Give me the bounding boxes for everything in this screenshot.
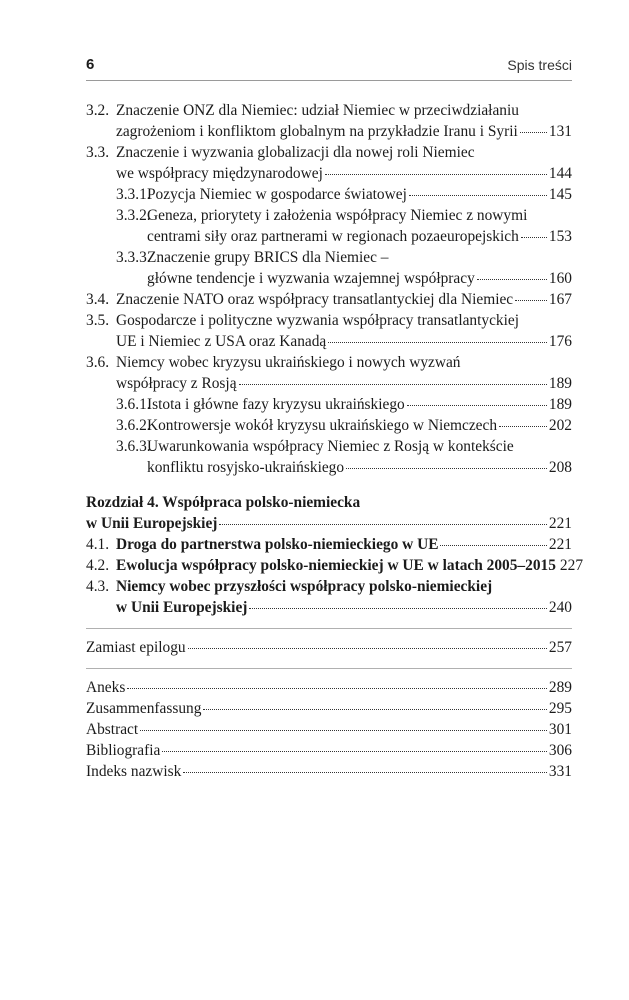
page-ref: 189 [548, 375, 572, 392]
toc-title-line: Niemcy wobec przyszłości współpracy polsko-niemieckiej [116, 578, 493, 595]
toc-entry[interactable] [86, 415, 572, 436]
toc-title-last-line [147, 184, 572, 205]
toc-title-last-line [116, 331, 572, 352]
toc-entry[interactable] [86, 555, 584, 576]
section-number: 3.6.3. [116, 438, 151, 455]
toc-entry[interactable] [86, 719, 572, 740]
toc-entry[interactable] [86, 436, 572, 478]
toc-title: zagrożeniom i konfliktom globalnym na przykładzie Iranu i Syrii [116, 123, 518, 140]
page-ref: 160 [548, 270, 572, 287]
running-head: Spis treści [507, 57, 572, 73]
toc-entry[interactable] [86, 247, 572, 289]
toc-title-last-line [147, 457, 572, 478]
page-ref: 240 [548, 599, 572, 616]
toc-title: Istota i główne fazy kryzysu ukraińskiego [147, 396, 405, 413]
dot-leader [203, 705, 546, 710]
dot-leader [140, 726, 547, 731]
toc-back-matter [86, 677, 572, 782]
toc-entry[interactable] [86, 394, 572, 415]
dot-leader [520, 128, 547, 133]
chapter-title-line: w Unii Europejskiej [86, 515, 218, 532]
toc-entry[interactable] [86, 205, 572, 247]
page-ref: 221 [548, 536, 572, 553]
toc-epilog[interactable] [86, 637, 572, 658]
divider [86, 668, 572, 669]
toc-title-last-line [86, 698, 572, 719]
section-number: 4.2. [86, 557, 110, 574]
toc-title-last-line [147, 415, 572, 436]
toc-entry[interactable] [86, 184, 572, 205]
page-header [86, 56, 572, 81]
toc-title: Abstract [86, 721, 139, 738]
dot-leader [325, 170, 547, 175]
toc-title-last-line [116, 289, 572, 310]
toc-title-line: Znaczenie grupy BRICS dla Niemiec – [147, 249, 389, 266]
toc-title-last-line [116, 555, 584, 576]
toc-title: Aneks [86, 679, 126, 696]
toc-entry[interactable] [86, 100, 572, 142]
dot-leader [219, 520, 546, 525]
divider [86, 628, 572, 629]
dot-leader [515, 296, 547, 301]
page-ref: 145 [548, 186, 572, 203]
section-number: 3.6. [86, 354, 110, 371]
toc-entry[interactable] [86, 740, 572, 761]
toc-entry[interactable] [86, 352, 572, 394]
dot-leader [346, 464, 547, 469]
chapter-title-line: Rozdział 4. Współpraca polsko-niemiecka [86, 494, 361, 511]
toc-title-last-line [86, 719, 572, 740]
page-ref: 189 [548, 396, 572, 413]
toc-title-last-line [116, 163, 572, 184]
section-number: 3.6.1. [116, 396, 151, 413]
toc-title-last-line [86, 740, 572, 761]
toc-title-last-line [147, 226, 572, 247]
toc-title: UE i Niemiec z USA oraz Kanadą [116, 333, 327, 350]
section-number: 3.3.2. [116, 207, 151, 224]
section-number: 4.1. [86, 536, 110, 553]
toc-title: w Unii Europejskiej [116, 599, 248, 616]
toc-title-line: Uwarunkowania współpracy Niemiec z Rosją w kontekście [147, 438, 514, 455]
toc-entry[interactable] [86, 576, 572, 618]
dot-leader [407, 401, 547, 406]
toc-title: główne tendencje i wyzwania wzajemnej współpracy [147, 270, 475, 287]
section-number: 3.3. [86, 144, 110, 161]
toc-title: centrami siły oraz partnerami w regionach pozaeuropejskich [147, 228, 519, 245]
toc-chapter-4 [86, 492, 584, 618]
section-number: 3.5. [86, 312, 110, 329]
toc-title: we współpracy międzynarodowej [116, 165, 323, 182]
dot-leader [183, 768, 547, 773]
toc-title: konfliktu rosyjsko-ukraińskiego [147, 459, 345, 476]
toc-section-3-continued [86, 100, 572, 478]
toc-title-last-line [147, 268, 572, 289]
page-ref: 257 [548, 639, 572, 656]
page-ref: 301 [548, 721, 572, 738]
page-ref: 131 [548, 123, 572, 140]
toc-title-last-line [86, 677, 572, 698]
page-number: 6 [86, 56, 95, 73]
dot-leader [127, 684, 547, 689]
section-number: 3.3.3. [116, 249, 151, 266]
dot-leader [188, 644, 547, 649]
dot-leader [499, 422, 547, 427]
page-ref: 167 [548, 291, 572, 308]
toc-title-last-line [116, 121, 572, 142]
toc-title-line: Znaczenie i wyzwania globalizacji dla nowej roli Niemiec [116, 144, 475, 161]
dot-leader [239, 380, 547, 385]
toc-title: Kontrowersje wokół kryzysu ukraińskiego w Niemczech [147, 417, 498, 434]
toc-title: współpracy z Rosją [116, 375, 237, 392]
toc-title-line: Znaczenie ONZ dla Niemiec: udział Niemiec w przeciwdziałaniu [116, 102, 519, 119]
page-ref: 176 [548, 333, 572, 350]
toc-entry[interactable] [86, 761, 572, 782]
dot-leader [328, 338, 547, 343]
page-ref: 295 [548, 700, 572, 717]
dot-leader [521, 233, 547, 238]
toc-title-last-line [116, 534, 572, 555]
dot-leader [477, 275, 547, 280]
toc-title-last-line [147, 394, 572, 415]
toc-title-last-line [116, 597, 572, 618]
toc-title-last-line [86, 761, 572, 782]
toc-entry[interactable] [86, 289, 572, 310]
toc-title-line: Niemcy wobec kryzysu ukraińskiego i nowych wyzwań [116, 354, 461, 371]
page-ref: 208 [548, 459, 572, 476]
toc-title: Droga do partnerstwa polsko-niemieckiego w UE [116, 536, 439, 553]
page-ref: 202 [548, 417, 572, 434]
toc-title: Zamiast epilogu [86, 639, 186, 656]
page-ref: 289 [548, 679, 572, 696]
toc-title: Zusammenfassung [86, 700, 202, 717]
page-ref: 331 [548, 763, 572, 780]
toc-title-line: Geneza, priorytety i założenia współpracy Niemiec z nowymi [147, 207, 528, 224]
page-ref: 144 [548, 165, 572, 182]
toc-title: Znaczenie NATO oraz współpracy transatlantyckiej dla Niemiec [116, 291, 514, 308]
toc-title-line: Gospodarcze i polityczne wyzwania współpracy transatlantyckiej [116, 312, 519, 329]
page-ref: 221 [548, 515, 572, 532]
toc-entry[interactable] [86, 677, 572, 698]
section-number: 3.3.1. [116, 186, 151, 203]
toc-entry[interactable] [86, 698, 572, 719]
toc-entry[interactable] [86, 534, 572, 555]
toc-title: Ewolucja współpracy polsko-niemieckiej w UE w latach 2005–2015 [116, 557, 556, 574]
toc-entry[interactable] [86, 310, 572, 352]
toc-title-last-line [116, 373, 572, 394]
toc-entry[interactable] [86, 142, 572, 184]
toc-chapter-heading[interactable] [86, 492, 572, 534]
section-number: 3.6.2. [116, 417, 151, 434]
page-ref: 227 [559, 557, 584, 574]
toc-chapter-4-items [86, 534, 584, 618]
page-ref: 153 [548, 228, 572, 245]
dot-leader [440, 541, 546, 546]
dot-leader [249, 604, 546, 609]
dot-leader [162, 747, 547, 752]
section-number: 4.3. [86, 578, 110, 595]
dot-leader [409, 191, 547, 196]
page-ref: 306 [548, 742, 572, 759]
table-of-contents [86, 100, 584, 782]
section-number: 3.2. [86, 102, 110, 119]
section-number: 3.4. [86, 291, 110, 308]
toc-title: Bibliografia [86, 742, 161, 759]
toc-title: Pozycja Niemiec w gospodarce światowej [147, 186, 407, 203]
toc-title: Indeks nazwisk [86, 763, 182, 780]
